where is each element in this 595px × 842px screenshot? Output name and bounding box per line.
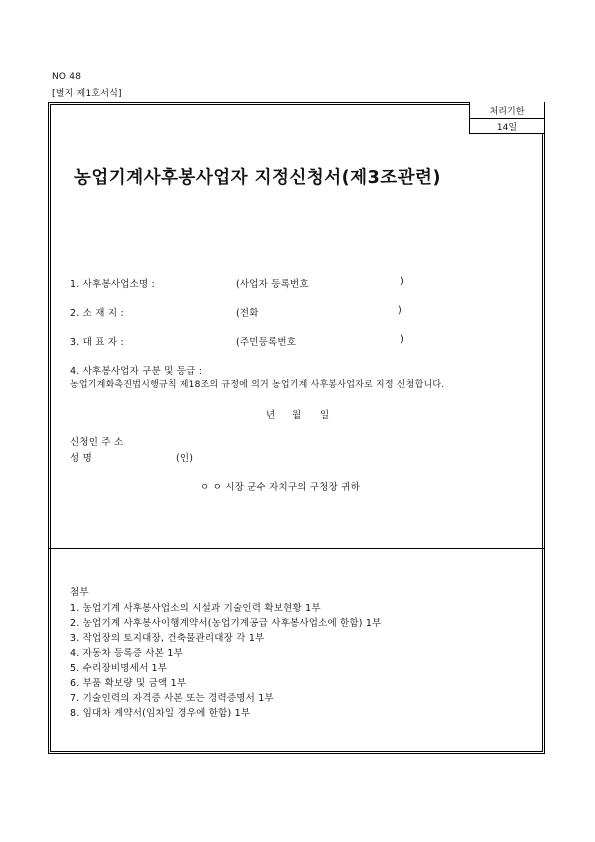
application-statement: 농업기계화촉진법시행규칙 제18조의 규정에 의거 농업기계 사후봉사업자로 지정 신청합니다. <box>70 380 445 390</box>
applicant-seal-mark: (인) <box>176 453 194 464</box>
field-location-label: 2. 소 재 지 : <box>70 308 124 319</box>
attachment-item: 8. 임대차 계약서(임차일 경우에 한함) 1부 <box>70 708 251 719</box>
field-phone-label: (전화 <box>236 308 259 319</box>
applicant-address-label: 신청인 주 소 <box>70 437 124 448</box>
section-divider <box>49 548 544 549</box>
processing-period-value: 14일 <box>496 123 518 133</box>
field-representative-label: 3. 대 표 자 : <box>70 337 124 348</box>
date-year: 년 <box>266 410 276 421</box>
attachment-item: 7. 기술인력의 자격증 사본 또는 경력증명서 1부 <box>70 693 274 704</box>
field-phone-close: ) <box>398 305 402 316</box>
form-number: [별지 제1호서식] <box>52 89 122 99</box>
attachment-item: 1. 농업기계 사후봉사업소의 시설과 기술인력 확보현황 1부 <box>70 603 321 614</box>
attachment-item: 3. 작업장의 토지대장, 건축물관리대장 각 1부 <box>70 633 265 644</box>
page-number: NO 48 <box>52 72 82 82</box>
field-resident-number-label: (주민등록번호 <box>236 337 297 348</box>
attachment-item: 2. 농업기계 사후봉사이행계약서(농업기계공급 사후봉사업소에 한함) 1부 <box>70 618 382 629</box>
processing-period-label: 처리기한 <box>470 104 544 119</box>
applicant-name-label: 성 명 <box>70 453 92 464</box>
addressee-line: ㅇ ㅇ 시장 군수 자치구의 구청장 귀하 <box>200 482 360 493</box>
field-business-registration-close: ) <box>400 276 404 287</box>
form-title: 농업기계사후봉사업자 지정신청서(제3조관련) <box>74 168 441 188</box>
attachment-item: 6. 부품 확보량 및 금액 1부 <box>70 678 187 689</box>
field-business-registration-label: (사업자 등록번호 <box>236 279 309 290</box>
attachment-item: 4. 자동차 등록증 사본 1부 <box>70 648 183 659</box>
attachments-heading: 첨부 <box>70 587 89 598</box>
field-resident-number-close: ) <box>400 334 404 345</box>
date-month: 월 <box>292 410 302 421</box>
field-business-name-label: 1. 사후봉사업소명 : <box>70 279 155 290</box>
date-day: 일 <box>320 410 330 421</box>
attachment-item: 5. 수리장비명세서 1부 <box>70 663 168 674</box>
field-category-grade-label: 4. 사후봉사업자 구분 및 등급 : <box>70 366 203 377</box>
processing-period-box <box>469 102 545 134</box>
